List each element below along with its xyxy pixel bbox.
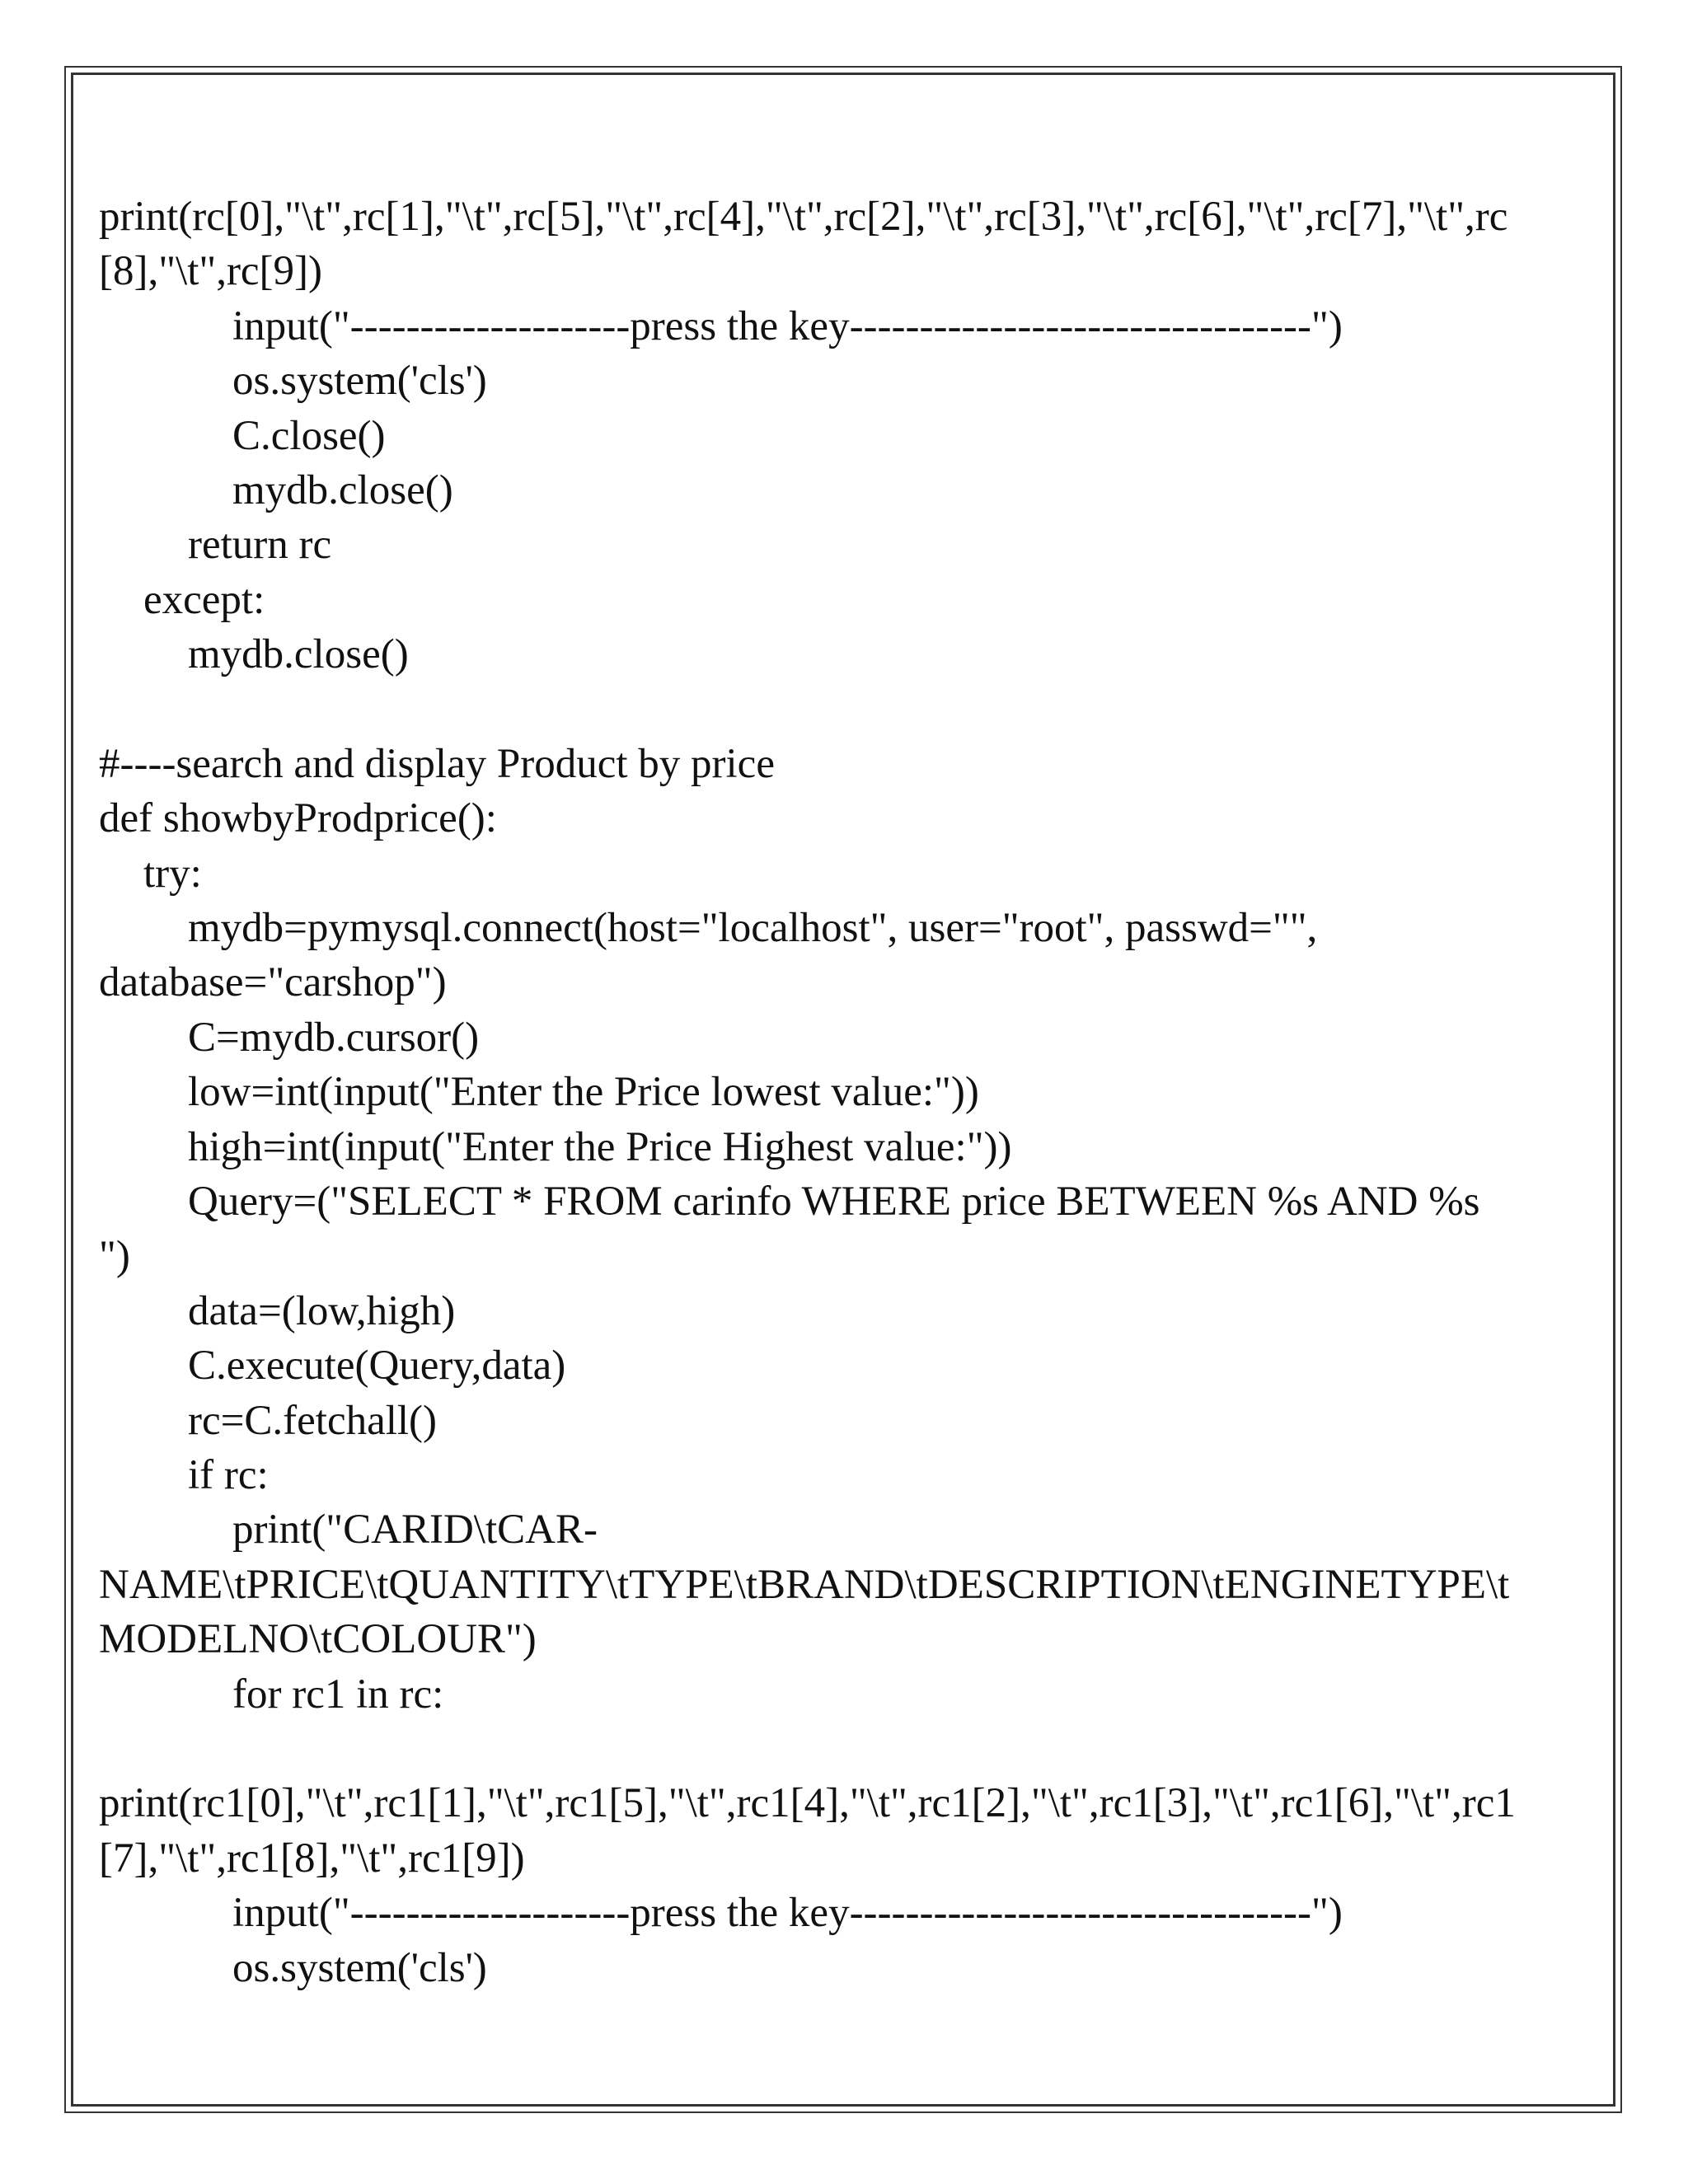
code-line: [7],"\t",rc1[8],"\t",rc1[9]): [99, 1835, 525, 1882]
code-line: low=int(input("Enter the Price lowest value:")): [188, 1069, 979, 1116]
code-line: [8],"\t",rc[9]): [99, 248, 323, 295]
code-line: return rc: [188, 522, 332, 569]
code-line: input("--------------------press the key---------------------------------"): [232, 302, 1343, 349]
code-listing: [99, 190, 1582, 1995]
code-line: mydb.close(): [232, 466, 453, 513]
code-line: try:: [143, 850, 202, 897]
code-line: print("CARID\tCAR-: [232, 1507, 598, 1554]
code-line: mydb=pymysql.connect(host="localhost", user="root", passwd="",: [188, 905, 1318, 952]
code-line: #----search and display Product by price: [99, 740, 775, 787]
code-line: print(rc1[0],"\t",rc1[1],"\t",rc1[5],"\t",rc1[4],"\t",rc1[2],"\t",rc1[3],"\t",rc1[6],"\t",rc1: [99, 1780, 1516, 1827]
code-line: [99, 1722, 1582, 1776]
code-line: os.system('cls'): [232, 1944, 487, 1991]
code-line: for rc1 in rc:: [232, 1671, 444, 1718]
code-line: C=mydb.cursor(): [188, 1014, 480, 1061]
code-line: mydb.close(): [188, 631, 409, 678]
code-line: Query=("SELECT * FROM carinfo WHERE price BETWEEN %s AND %s: [188, 1179, 1480, 1226]
code-line: os.system('cls'): [232, 358, 487, 405]
code-line: def showbyProdprice():: [99, 795, 497, 842]
code-line: C.close(): [232, 412, 386, 459]
code-line: C.execute(Query,data): [188, 1343, 566, 1390]
code-line: input("--------------------press the key---------------------------------"): [232, 1890, 1343, 1937]
code-line: "): [99, 1233, 130, 1280]
code-line: except:: [143, 576, 265, 623]
code-line: database="carshop"): [99, 959, 447, 1006]
code-line: NAME\tPRICE\tQUANTITY\tTYPE\tBRAND\tDESCRIPTION\tENGINETYPE\t: [99, 1561, 1510, 1608]
code-line: high=int(input("Enter the Price Highest value:")): [188, 1123, 1012, 1170]
code-line: rc=C.fetchall(): [188, 1397, 438, 1444]
code-line: MODELNO\tCOLOUR"): [99, 1616, 537, 1663]
code-line: data=(low,high): [188, 1287, 456, 1334]
code-line: [99, 682, 1582, 737]
code-line: if rc:: [188, 1451, 269, 1498]
code-line: print(rc[0],"\t",rc[1],"\t",rc[5],"\t",rc[4],"\t",rc[2],"\t",rc[3],"\t",rc[6],"\t",rc[7],"\t",rc: [99, 194, 1508, 240]
